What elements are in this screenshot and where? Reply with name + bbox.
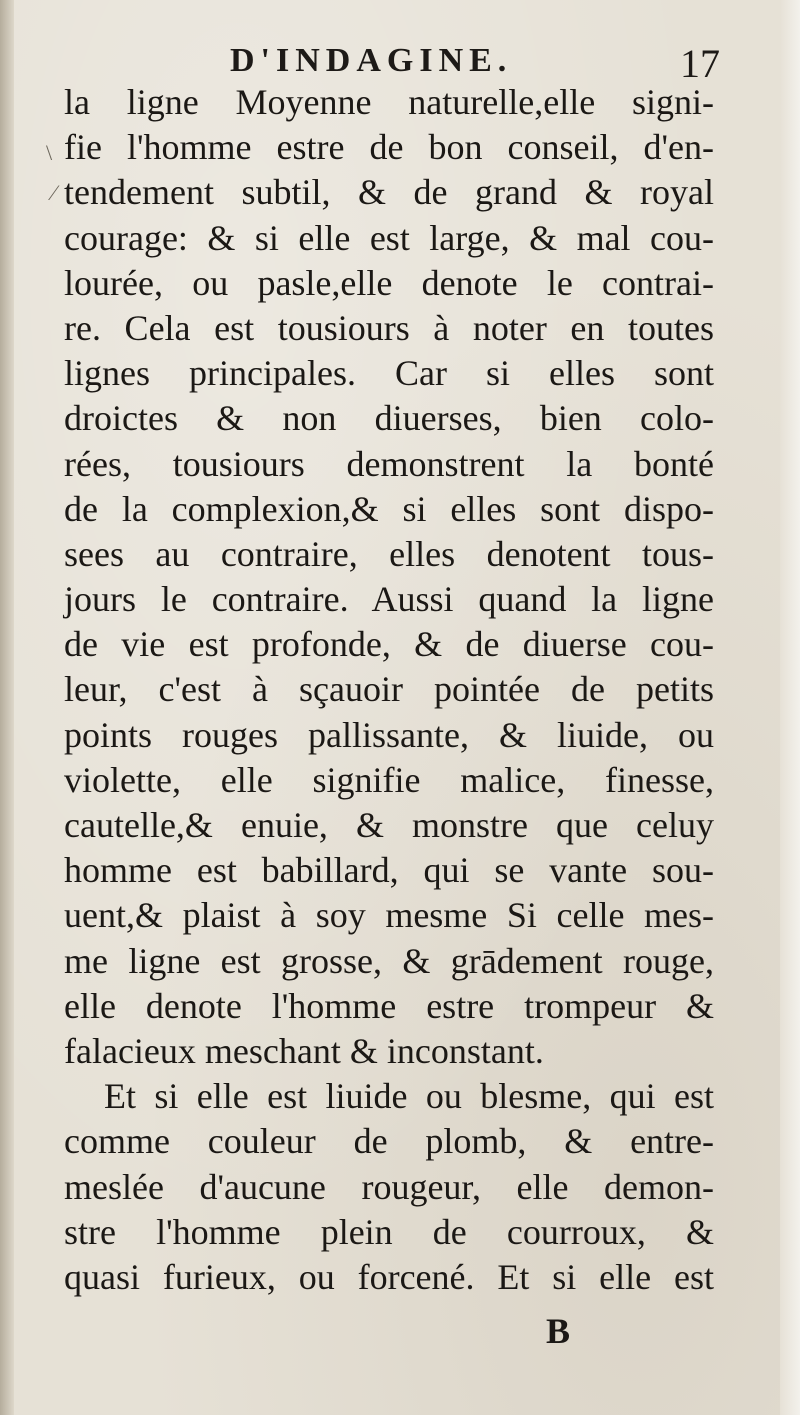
page-number: 17	[680, 41, 720, 86]
text-line: points rouges pallissante, & liuide, ou	[64, 714, 714, 755]
text-line: de vie est profonde, & de diuerse cou-	[64, 624, 714, 665]
text-line: uent,& plaist à soy mesme Si celle mes-	[64, 895, 714, 936]
text-line: falacieux meschant & inconstant.	[64, 1030, 544, 1071]
text-line: me ligne est grosse, & grādement rouge,	[64, 940, 714, 981]
page-edge	[780, 0, 800, 1415]
text-line: comme couleur de plomb, & entre-	[64, 1121, 714, 1162]
binding-gutter	[0, 0, 14, 1415]
text-line: quasi furieux, ou forcené. Et si elle est	[64, 1256, 714, 1297]
text-line: stre l'homme plein de courroux, &	[64, 1211, 714, 1252]
text-line: la ligne Moyenne naturelle,elle signi-	[64, 82, 714, 122]
text-line: courage: & si elle est large, & mal cou-	[64, 217, 714, 258]
margin-mark: \	[46, 140, 53, 165]
text-line: Et si elle est liuide ou blesme, qui est	[104, 1076, 714, 1117]
signature-mark: B	[546, 1311, 571, 1351]
text-line: re. Cela est tousiours à noter en toutes	[64, 307, 714, 348]
body-text	[64, 80, 714, 1300]
text-line: tendement subtil, & de grand & royal	[64, 172, 714, 213]
text-line: droictes & non diuerses, bien colo-	[64, 398, 714, 439]
text-line: rées, tousiours demonstrent la bonté	[64, 443, 714, 484]
text-line: lignes principales. Car si elles sont	[64, 353, 714, 394]
text-line: elle denote l'homme estre trompeur &	[64, 985, 714, 1026]
text-line: sees au contraire, elles denotent tous-	[64, 533, 714, 574]
text-line: jours le contraire. Aussi quand la ligne	[64, 579, 714, 620]
text-line: cautelle,& enuie, & monstre que celuy	[64, 805, 714, 845]
text-line: fie l'homme estre de bon conseil, d'en-	[64, 127, 714, 168]
text-line: meslée d'aucune rougeur, elle demon-	[64, 1166, 714, 1207]
margin-mark: ⁄	[52, 180, 56, 205]
text-line: leur, c'est à sçauoir pointée de petits	[64, 669, 714, 710]
running-title: D'INDAGINE.	[230, 42, 513, 79]
text-line: de la complexion,& si elles sont dispo-	[64, 488, 714, 529]
text-line: violette, elle signifie malice, finesse,	[64, 759, 714, 800]
text-line: homme est babillard, qui se vante sou-	[64, 850, 714, 891]
text-line: lourée, ou pasle,elle denote le contrai-	[64, 262, 714, 303]
